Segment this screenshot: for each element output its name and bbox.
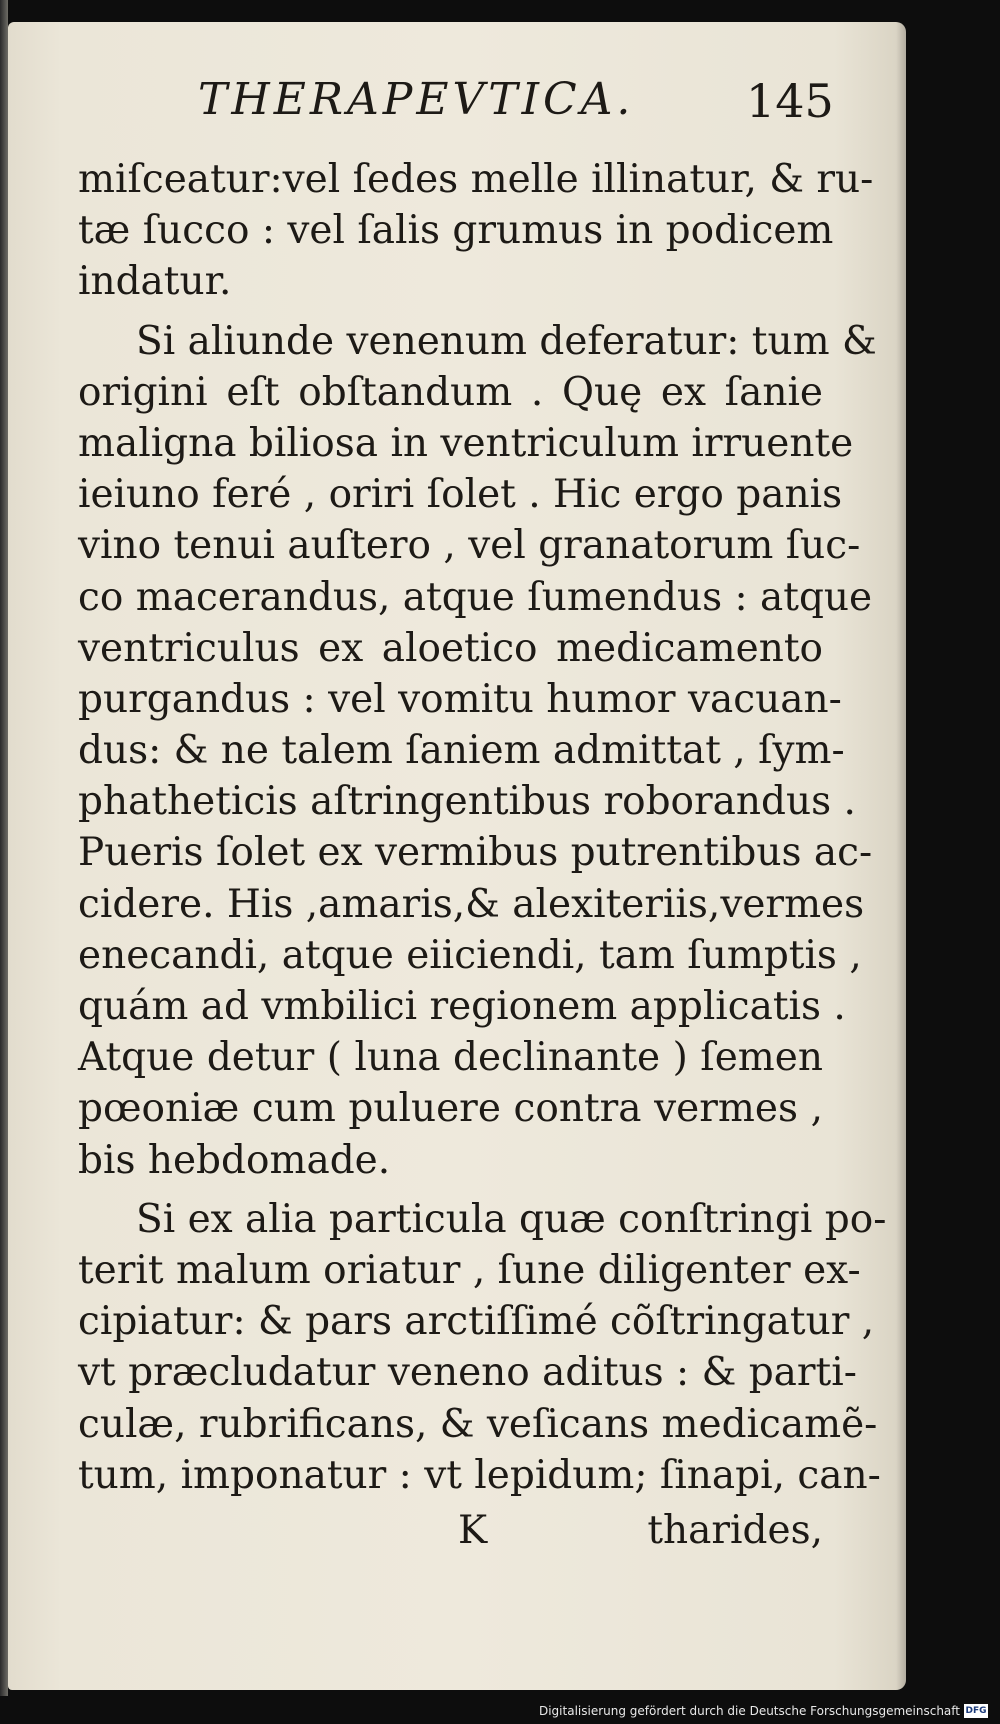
body-text: [78, 154, 887, 1501]
book-page: [8, 22, 906, 1690]
text-line: miſceatur:vel ſedes melle illinatur, & ru-: [78, 157, 874, 202]
funding-credit: Digitalisierung gefördert durch die Deutsche Forschungsgemeinschaft: [538, 1704, 960, 1718]
running-title: THERAPEVTICA.: [198, 74, 635, 125]
text-line: ieiuno feré , oriri ſolet . Hic ergo panis: [78, 472, 843, 518]
text-line: enecandi, atque eiiciendi, tam ſumptis ,: [78, 932, 862, 978]
text-line: dus: & ne talem ſaniem admittat , ſym-: [78, 728, 845, 774]
text-line: origini eſt obſtandum . Quę ex ſanie: [78, 369, 823, 415]
text-line: quám ad vmbilici regionem applicatis .: [78, 984, 846, 1029]
text-line: cipiatur: & pars arctiſſimé cõſtringatur ,: [78, 1299, 875, 1345]
text-line: terit malum oriatur , ſune diligenter ex-: [78, 1247, 861, 1293]
text-line: tum, imponatur : vt lepidum; ſinapi, can-: [78, 1452, 881, 1498]
text-line: maligna biliosa in ventriculum irruente: [78, 420, 854, 466]
page-number: 145: [746, 74, 834, 128]
paragraph: [78, 154, 874, 308]
catchword: tharides,: [647, 1508, 823, 1553]
paragraph: [78, 1194, 887, 1501]
text-line: co macerandus, atque ſumendus : atque: [78, 574, 873, 620]
text-line: vino tenui auſtero , vel granatorum ſuc-: [78, 523, 861, 569]
page-edge-shadow: [896, 22, 906, 1690]
text-line: phatheticis aſtringentibus roborandus .: [78, 779, 856, 825]
text-line: cidere. His ,amaris,& alexiteriis,vermes: [78, 881, 865, 927]
text-line: indatur.: [78, 259, 232, 305]
page-footer: [78, 1508, 823, 1560]
text-line: culæ, rubrificans, & veſicans medicamẽ-: [78, 1401, 878, 1447]
signature-mark: K: [458, 1508, 488, 1553]
page-header: [8, 74, 906, 136]
text-line: pœoniæ cum puluere contra vermes ,: [78, 1086, 823, 1132]
paragraph: [78, 316, 877, 1186]
text-line: Si aliunde venenum deferatur: tum &: [136, 318, 877, 364]
text-line: bis hebdomade.: [78, 1137, 391, 1183]
adjacent-page-edge: [0, 0, 8, 1724]
dfg-logo: DFG: [965, 1706, 987, 1716]
text-line: purgandus : vel vomitu humor vacuan-: [78, 676, 842, 722]
text-line: Pueris ſolet ex vermibus putrentibus ac-: [78, 830, 873, 876]
text-line: vt præcludatur veneno aditus : & parti-: [78, 1350, 857, 1396]
text-line: ventriculus ex aloetico medicamento: [78, 625, 823, 671]
text-line: Atque detur ( luna declinante ) ſemen: [78, 1035, 823, 1081]
text-line: Si ex alia particula quæ conſtringi po-: [136, 1196, 887, 1242]
credit-bar: [0, 1696, 1000, 1724]
text-line: tæ ſucco : vel ſalis grumus in podicem: [78, 208, 834, 254]
